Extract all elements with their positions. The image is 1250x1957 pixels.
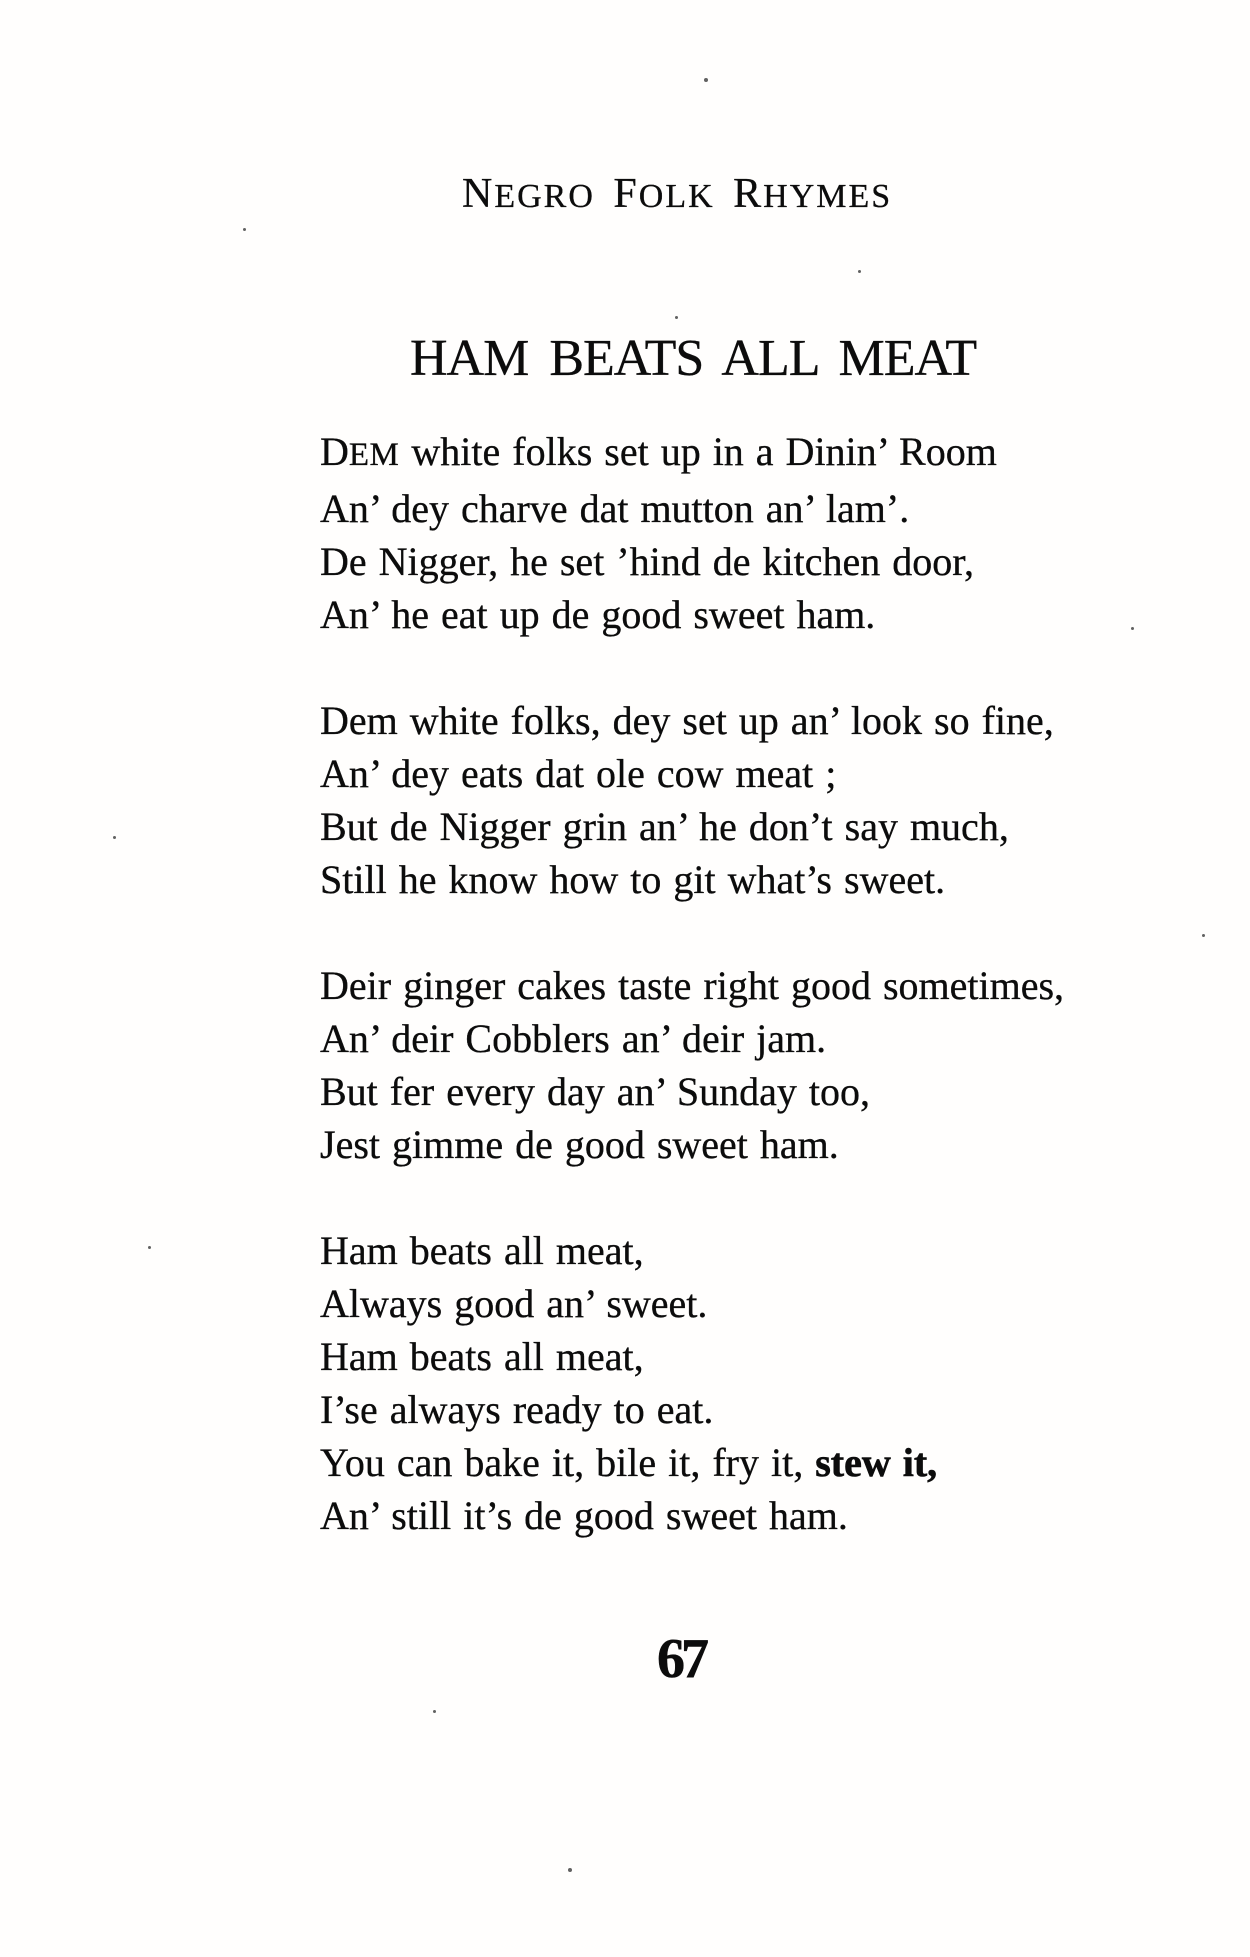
poem-line: An’ dey charve dat mutton an’ lam’. — [320, 486, 910, 531]
poem-line: An’ deir Cobblers an’ deir jam. — [320, 1016, 827, 1061]
scan-speck — [675, 316, 678, 319]
text-segment — [715, 171, 734, 217]
text-segment: EGRO — [494, 178, 595, 215]
scan-speck — [148, 1246, 151, 1249]
running-head — [462, 170, 892, 218]
poem-line — [320, 425, 1064, 482]
text-segment: stew it, — [815, 1440, 938, 1485]
scan-speck — [243, 228, 246, 231]
text-segment: HYMES — [763, 178, 893, 215]
poem-line: Deir ginger cakes taste right good sometimes, — [320, 963, 1065, 1008]
poem-line: Still he know how to git what’s sweet. — [320, 857, 946, 902]
poem-title: HAM BEATS ALL MEAT — [410, 330, 977, 387]
scan-speck — [704, 78, 708, 82]
text-segment: EM — [348, 437, 400, 473]
text-segment: F — [613, 171, 639, 217]
scan-speck — [568, 1868, 572, 1872]
poem-line: But de Nigger grin an’ he don’t say much, — [320, 804, 1009, 849]
scan-speck — [858, 270, 861, 273]
text-segment: white folks set up in a Dinin’ Room — [399, 429, 997, 474]
poem-line: Dem white folks, dey set up an’ look so fine, — [320, 698, 1054, 743]
poem-line: Ham beats all meat, — [320, 1228, 644, 1273]
text-segment: OLK — [638, 178, 715, 215]
poem-line: An’ he eat up de good sweet ham. — [320, 592, 876, 637]
text-segment: R — [733, 171, 764, 217]
text-segment: You can bake it, bile it, fry it, — [320, 1440, 816, 1485]
poem-line: But fer every day an’ Sunday too, — [320, 1069, 870, 1114]
text-segment: D — [320, 429, 349, 474]
stanza — [320, 959, 1064, 1171]
poem-line: I’se always ready to eat. — [320, 1387, 714, 1432]
stanza — [320, 425, 1064, 641]
stanza — [320, 694, 1064, 906]
text-segment: N — [462, 171, 495, 217]
poem-line: Always good an’ sweet. — [320, 1281, 708, 1326]
text-segment — [595, 171, 614, 217]
poem-line — [320, 1436, 1064, 1489]
scan-speck — [1131, 627, 1134, 630]
poem-line: Ham beats all meat, — [320, 1334, 644, 1379]
page-number: 67 — [657, 1628, 705, 1690]
scan-speck — [1202, 934, 1205, 937]
scan-speck — [113, 836, 116, 839]
poem — [320, 425, 1064, 1595]
poem-line: Jest gimme de good sweet ham. — [320, 1122, 839, 1167]
poem-line: De Nigger, he set ’hind de kitchen door, — [320, 539, 974, 584]
poem-line: An’ still it’s de good sweet ham. — [320, 1493, 848, 1538]
scan-speck — [433, 1710, 436, 1713]
stanza — [320, 1224, 1064, 1542]
poem-line: An’ dey eats dat ole cow meat ; — [320, 751, 837, 796]
